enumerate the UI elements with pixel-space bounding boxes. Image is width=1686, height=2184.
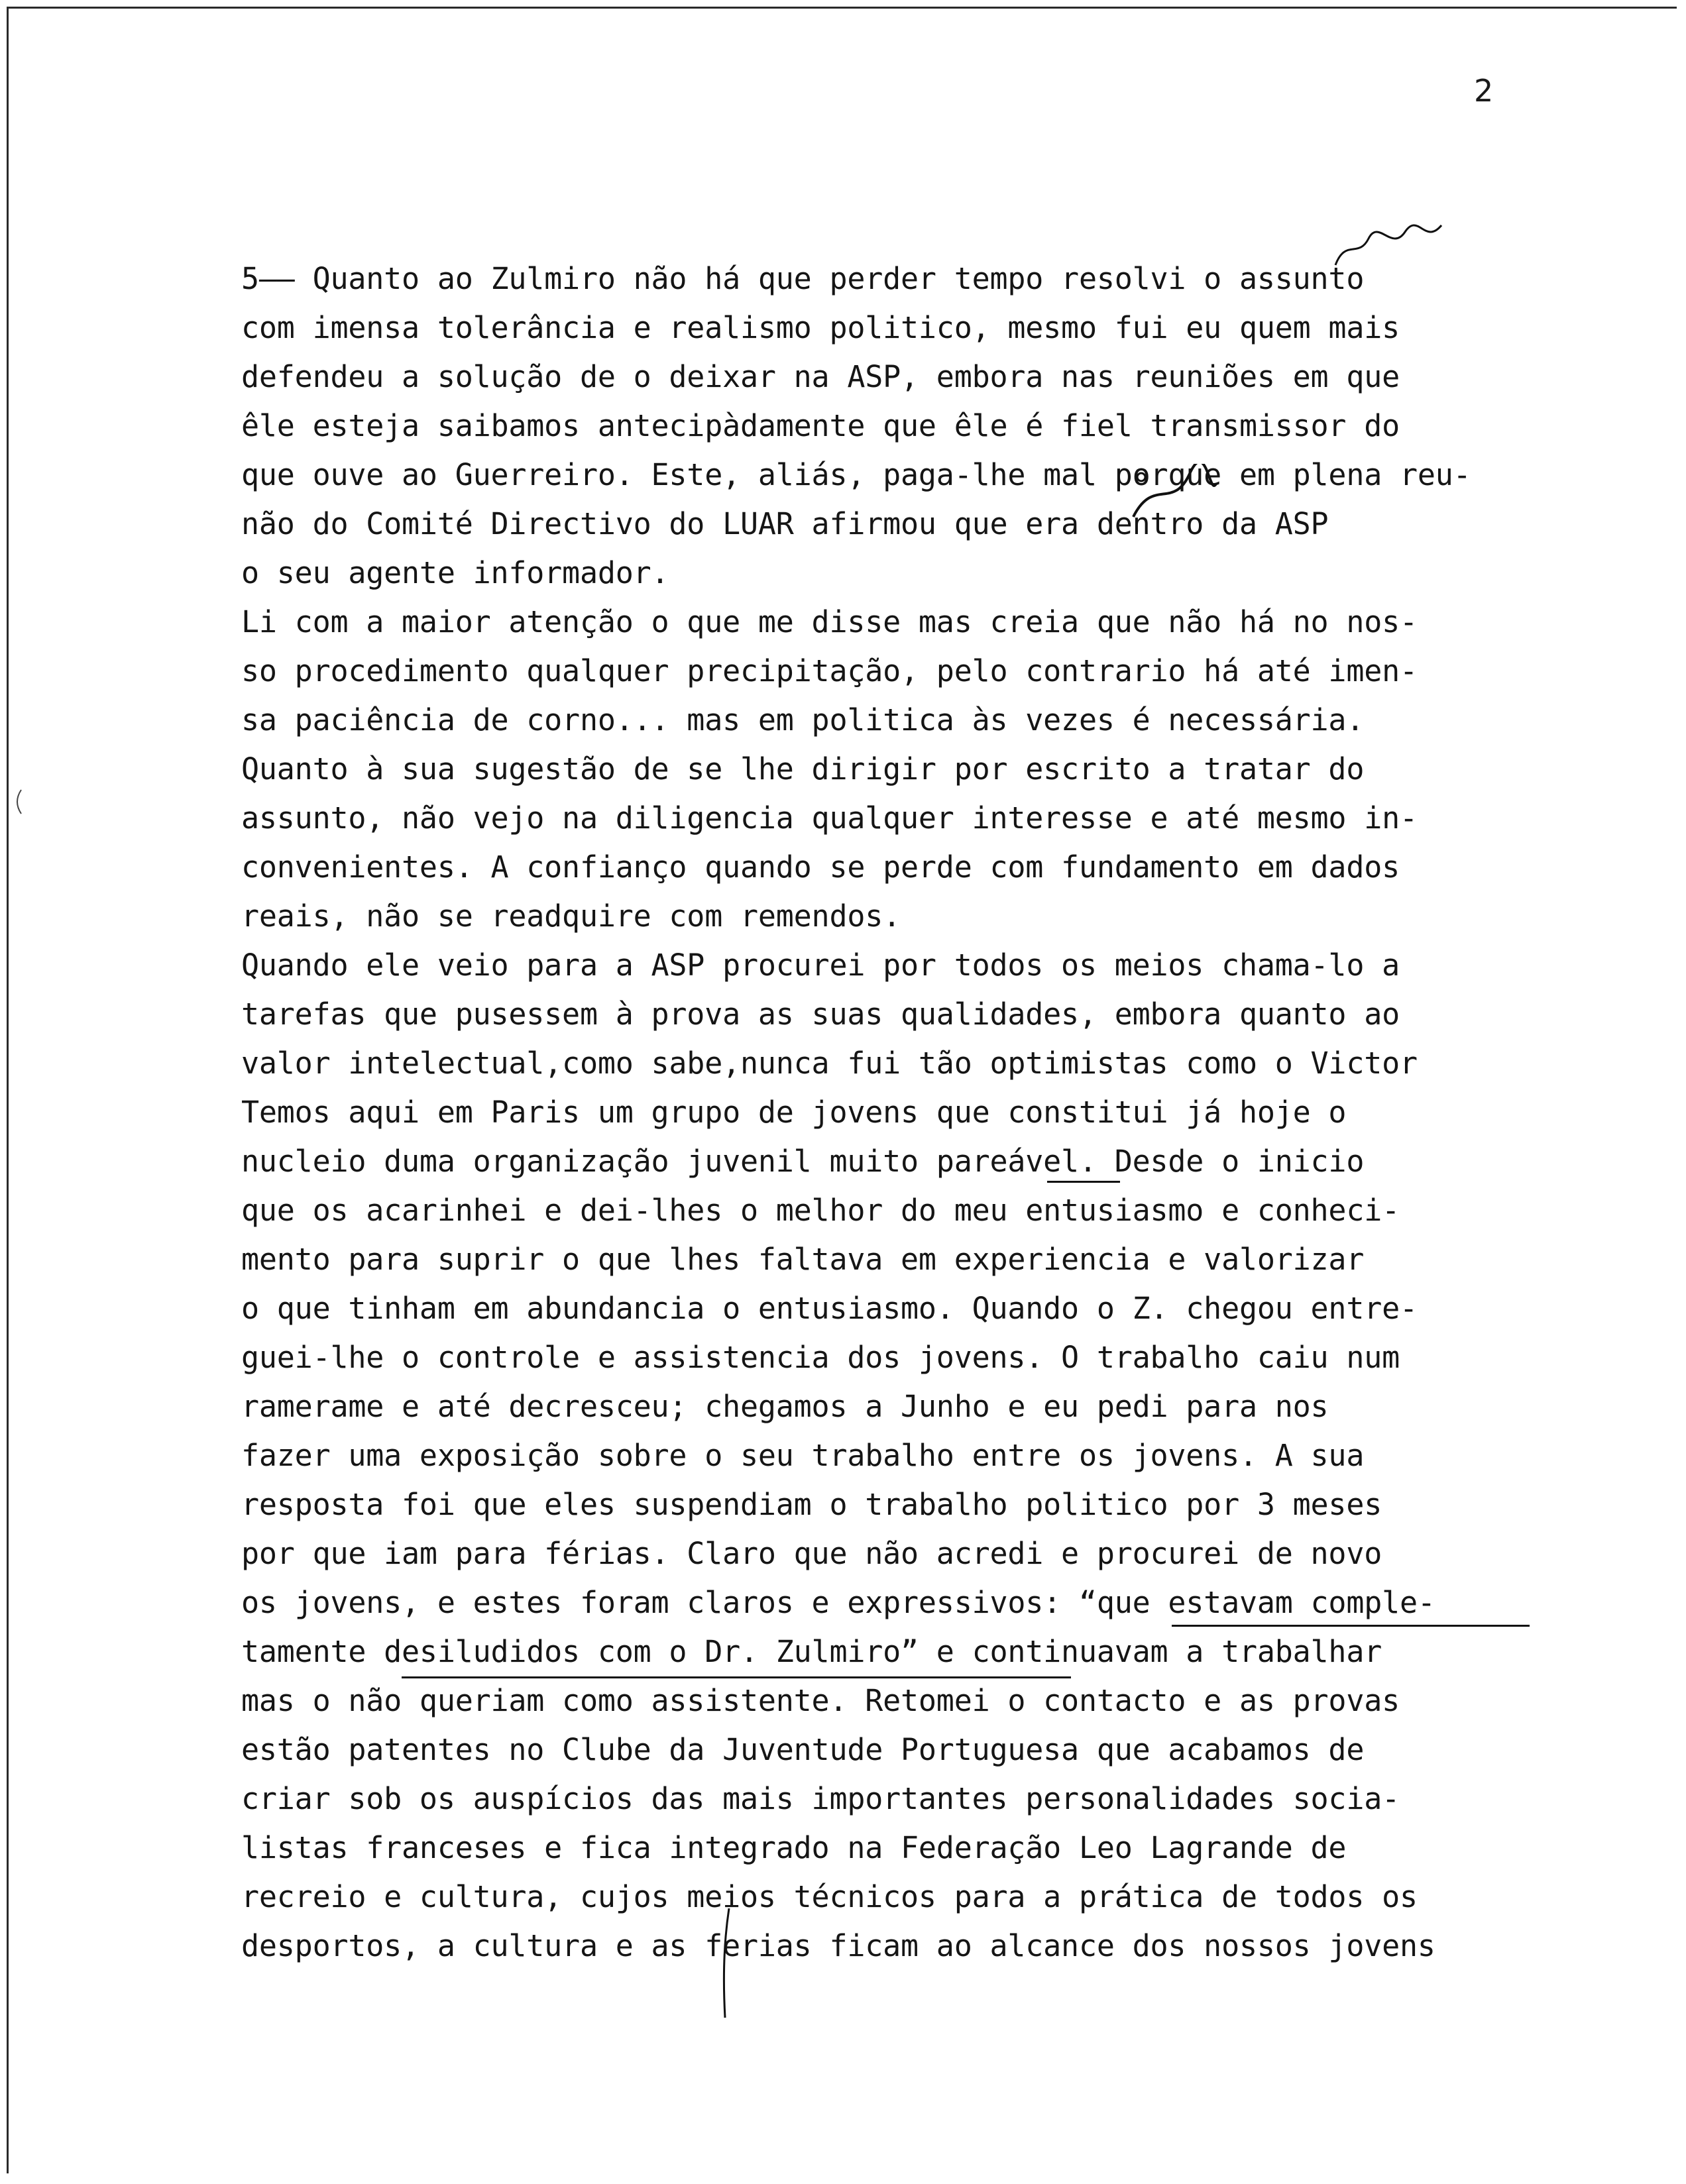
text-line: estão patentes no Clube da Juventude Portuguesa que acabamos de [241,1732,1365,1767]
text-line: 5—— Quanto ao Zulmiro não há que perder tempo resolvi o assunto [241,261,1365,296]
text-line: criar sob os auspícios das mais importantes personalidades socia- [241,1781,1400,1816]
text-line: o seu agente informador. [241,555,669,590]
text-line: ramerame e até decresceu; chegamos a Junho e eu pedi para nos [241,1389,1329,1424]
text-line: tarefas que pusessem à prova as suas qualidades, embora quanto ao [241,997,1400,1032]
page-edge-top [7,7,1677,9]
text-line: Quando ele veio para a ASP procurei por todos os meios chama-lo a [241,948,1400,983]
text-line: desportos, a cultura e as ferias ficam ao alcance dos nossos jovens [241,1928,1435,1963]
letter-body [241,254,1606,1971]
text-line: reais, não se readquire com remendos. [241,899,901,934]
text-line: Li com a maior atenção o que me disse mas creia que não há no nos- [241,604,1418,639]
handwritten-overwrite-icon [1127,464,1219,523]
text-line: valor intelectual,como sabe,nunca fui tão optimistas como o Victor [241,1046,1418,1081]
handwritten-underline [1172,1625,1530,1627]
text-line: assunto, não vejo na diligencia qualquer interesse e até mesmo in- [241,800,1418,836]
handwritten-underline [1047,1181,1120,1183]
text-line: os jovens, e estes foram claros e expressivos: “que estavam comple- [241,1585,1435,1620]
text-line: que ouve ao Guerreiro. Este, aliás, paga-lhe mal porque em plena reu- [241,457,1471,492]
text-line: que os acarinhei e dei-lhes o melhor do meu entusiasmo e conheci- [241,1193,1400,1228]
text-line: sa paciência de corno... mas em politica às vezes é necessária. [241,702,1365,737]
text-line: fazer uma exposição sobre o seu trabalho entre os jovens. A sua [241,1438,1365,1473]
handwritten-scribble-icon [1332,219,1445,272]
text-line: convenientes. A confianço quando se perde com fundamento em dados [241,849,1400,885]
text-line: mas o não queriam como assistente. Retomei o contacto e as provas [241,1683,1400,1718]
text-line: mento para suprir o que lhes faltava em experiencia e valorizar [241,1242,1365,1277]
text-line: êle esteja saibamos antecipàdamente que êle é fiel transmissor do [241,408,1400,443]
text-line: tamente desiludidos com o Dr. Zulmiro” e continuavam a trabalhar [241,1634,1382,1669]
text-line: listas franceses e fica integrado na Federação Leo Lagrande de [241,1830,1347,1865]
text-line: nucleio duma organização juvenil muito pareável. Desde o inicio [241,1144,1365,1179]
text-line: resposta foi que eles suspendiam o trabalho politico por 3 meses [241,1487,1382,1522]
text-line: por que iam para férias. Claro que não acredi e procurei de novo [241,1536,1382,1571]
text-line: defendeu a solução de o deixar na ASP, embora nas reuniões em que [241,359,1400,394]
text-line: Quanto à sua sugestão de se lhe dirigir por escrito a tratar do [241,751,1365,787]
margin-mark-icon [13,789,27,815]
page-edge-left [7,7,9,2173]
text-line: guei-lhe o controle e assistencia dos jovens. O trabalho caiu num [241,1340,1400,1375]
text-line: não do Comité Directivo do LUAR afirmou que era dentro da ASP [241,506,1329,541]
text-line: recreio e cultura, cujos meios técnicos para a prática de todos os [241,1879,1418,1914]
text-line: so procedimento qualquer precipitação, pelo contrario há até imen- [241,653,1418,688]
handwritten-stroke-icon [716,1908,742,2021]
page-number: 2 [1474,73,1494,109]
text-line: com imensa tolerância e realismo politico, mesmo fui eu quem mais [241,310,1400,345]
handwritten-underline [402,1676,1071,1678]
text-line: Temos aqui em Paris um grupo de jovens que constitui já hoje o [241,1095,1347,1130]
text-line: o que tinham em abundancia o entusiasmo. Quando o Z. chegou entre- [241,1291,1418,1326]
